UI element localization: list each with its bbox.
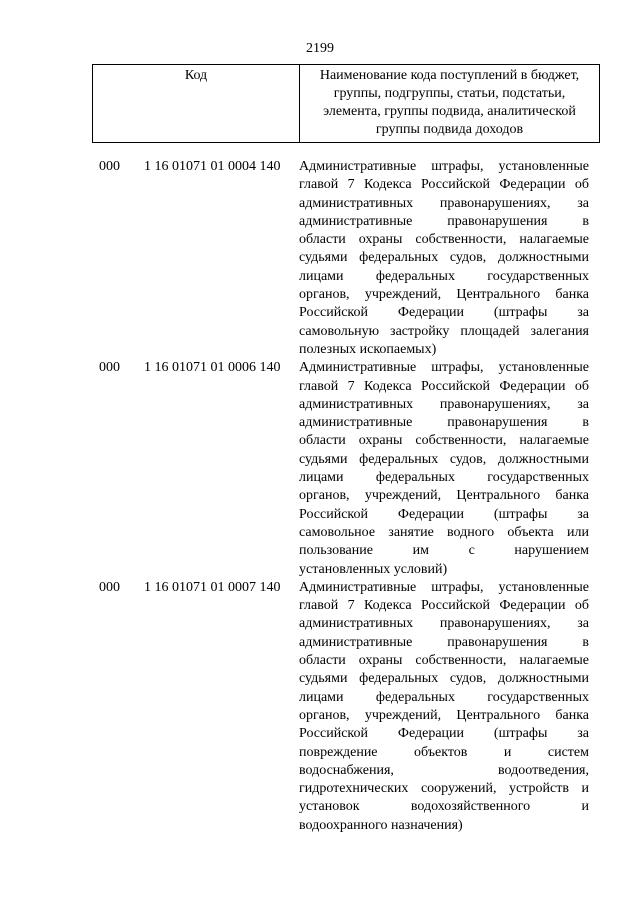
entry-description-line: лицами федеральных государственных (299, 689, 589, 705)
entry-description-line: пользование им с нарушением (299, 543, 589, 559)
entry-description-line: Российской Федерации (штрафы за (299, 726, 589, 742)
entry-description-line: органов, учреждений, Центрального банка (299, 287, 589, 303)
entry-description-line: органов, учреждений, Центрального банка (299, 707, 589, 723)
entry-description-line: самовольное занятие водного объекта или (299, 524, 589, 540)
entry-description-line: области охраны собственности, налагаемые (299, 653, 589, 669)
entry-description-line: лицами федеральных государственных (299, 268, 589, 284)
entry-admin-code: 000 (99, 360, 120, 376)
entry-description-line: установленных условий) (299, 561, 448, 577)
entry-description-line: главой 7 Кодекса Российской Федерации об (299, 177, 589, 193)
column-header-code: Код (93, 65, 300, 143)
entry-description-line: судьями федеральных судов, должностными (299, 671, 589, 687)
entry-description-line: Административные штрафы, установленные (299, 159, 589, 174)
entry-description-line: судьями федеральных судов, должностными (299, 250, 589, 266)
entry-description-line: главой 7 Кодекса Российской Федерации об (299, 378, 589, 394)
entry-description-line: судьями федеральных судов, должностными (299, 451, 589, 467)
entry-row (0, 579, 640, 835)
entry-admin-code: 000 (99, 579, 120, 595)
entry-description-line: области охраны собственности, налагаемые (299, 232, 589, 248)
entry-admin-code: 000 (99, 159, 120, 174)
entry-description-line: административных правонарушениях, за (299, 396, 589, 412)
entry-description-line: самовольную застройку площадей залегания (299, 323, 589, 339)
column-header-row (93, 65, 600, 143)
entry-description-line: водоснабжения, водоотведения, (299, 762, 589, 778)
entry-description-line: установок водохозяйственного и (299, 799, 589, 815)
entry-income-code: 1 16 01071 01 0007 140 (144, 579, 281, 595)
entry-description-line: административные правонарушения в (299, 634, 589, 650)
entry-description-line: Российской Федерации (штрафы за (299, 305, 589, 321)
entries-list (0, 158, 640, 835)
entry-description-line: гидротехнических сооружений, устройств и (299, 781, 589, 797)
entry-description-line: лицами федеральных государственных (299, 470, 589, 486)
entry-description-line: повреждение объектов и систем (299, 744, 589, 760)
entry-description (299, 359, 589, 579)
entry-description (299, 158, 589, 359)
entry-description-line: Российской Федерации (штрафы за (299, 506, 589, 522)
entry-description-line: области охраны собственности, налагаемые (299, 433, 589, 449)
entry-row (0, 359, 640, 579)
entry-description-line: органов, учреждений, Центрального банка (299, 488, 589, 504)
entry-description-line: главой 7 Кодекса Российской Федерации об (299, 598, 589, 614)
entry-income-code: 1 16 01071 01 0004 140 (144, 159, 281, 174)
entry-description-line: административных правонарушениях, за (299, 616, 589, 632)
column-header-name: Наименование кода поступлений в бюджет, группы, подгруппы, статьи, подстатьи, элемента, группы подвида, аналитической группы подвида доходов (300, 65, 600, 143)
entry-description-line: административные правонарушения в (299, 415, 589, 431)
entry-row (0, 158, 640, 359)
entry-description-line: административные правонарушения в (299, 213, 589, 229)
entry-description-line: водоохранного назначения) (299, 817, 463, 833)
column-header-table (92, 64, 600, 143)
entry-description-line: административных правонарушениях, за (299, 195, 589, 211)
entry-description-line: полезных ископаемых) (299, 341, 437, 357)
entry-description (299, 579, 589, 835)
entry-description-line: Административные штрафы, установленные (299, 579, 589, 595)
entry-income-code: 1 16 01071 01 0006 140 (144, 360, 281, 376)
page-number: 2199 (306, 41, 334, 56)
entry-description-line: Административные штрафы, установленные (299, 360, 589, 376)
